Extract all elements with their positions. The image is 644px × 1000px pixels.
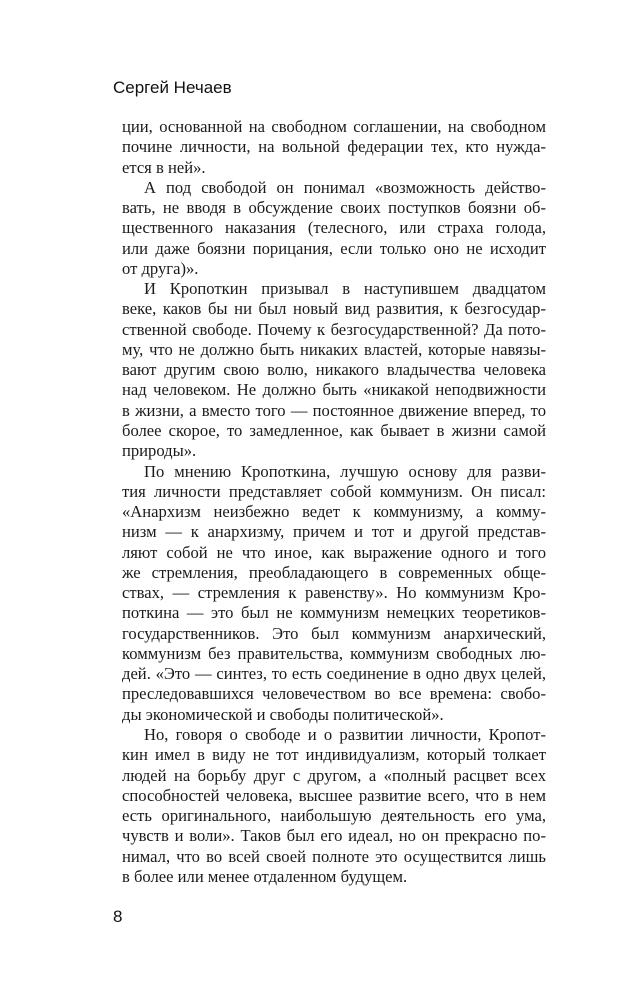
text-line: И Кропоткин призывал в наступившем двадцатом [144, 279, 546, 299]
text-line: веке, каков бы ни был новый вид развития, к безгосудар- [122, 299, 546, 319]
text-line: чувств и воли». Таков был его идеал, но он прекрасно по- [122, 826, 546, 846]
text-line: По мнению Кропоткина, лучшую основу для разви- [144, 461, 546, 481]
paragraph [122, 725, 546, 887]
text-line: природы». [122, 441, 197, 461]
paragraph [122, 117, 546, 178]
text-line: кин имел в виду не тот индивидуализм, который толкает [122, 745, 546, 765]
text-line: щественного наказания (телесного, или страха голода, [122, 218, 546, 238]
text-line: способностей человека, высшее развитие всего, что в нем [122, 785, 546, 805]
paragraph [122, 462, 546, 725]
text-line: вать, не вводя в обсуждение своих поступков боязни об- [122, 198, 546, 218]
text-line: му, что не должно быть никаких властей, которые навязы- [122, 339, 546, 359]
text-line: тия личности представляет собой коммунизм. Он писал: [122, 481, 546, 501]
text-line: «Анархизм неизбежно ведет к коммунизму, а комму- [122, 502, 546, 522]
text-line: почине личности, на вольной федерации тех, кто нужда- [122, 137, 546, 157]
text-line: А под свободой он понимал «возможность действо- [144, 177, 546, 197]
text-line: коммунизм без правительства, коммунизм свободных лю- [122, 643, 546, 663]
text-line: ции, основанной на свободном соглашении, на свободном [122, 117, 546, 136]
paragraph [122, 178, 546, 279]
text-line: ды экономической и свободы политической». [122, 704, 444, 724]
text-line: есть оригинального, наибольшую деятельность его ума, [122, 806, 546, 826]
text-line: ется в ней». [122, 157, 206, 177]
text-line: вают другим свою волю, никакого владычества человека [122, 360, 546, 380]
text-line: поткина — это был не коммунизм немецких теоретиков- [122, 603, 546, 623]
paragraph [122, 279, 546, 461]
text-line: от друга)». [122, 258, 199, 278]
text-line: более скорое, то замедленное, как бывает в жизни самой [122, 420, 546, 440]
text-line: ственной свободе. Почему к безгосударственной? Да пото- [122, 319, 546, 339]
running-head-author: Сергей Нечаев [113, 78, 232, 97]
text-line: низм — к анархизму, причем и тот и другой представ- [122, 522, 546, 542]
text-line: преследовавшихся человечеством во все времена: свобо- [122, 684, 546, 704]
text-line: ляют собой не что иное, как выражение одного и того [122, 542, 546, 562]
text-line: нимал, что во всей своей полноте это осуществится лишь [122, 846, 546, 866]
text-line: или даже боязни порицания, если только оно не исходит [122, 238, 546, 258]
text-line: Но, говоря о свободе и о развитии личности, Кропот- [144, 724, 546, 744]
page-number: 8 [113, 907, 123, 926]
text-line: людей на борьбу друг с другом, а «полный расцвет всех [122, 765, 546, 785]
text-line: дей. «Это — синтез, то есть соединение в одно двух целей, [122, 664, 546, 684]
body-text [122, 117, 546, 887]
text-line: же стремления, преобладающего в современных обще- [122, 562, 546, 582]
text-line: государственников. Это был коммунизм анархический, [122, 623, 546, 643]
text-line: в более или менее отдаленном будущем. [122, 866, 408, 886]
text-line: ствах, — стремления к равенству». Но коммунизм Кро- [122, 583, 546, 603]
text-line: над человеком. Не должно быть «никакой неподвижности [122, 380, 546, 400]
text-line: в жизни, а вместо того — постоянное движение вперед, то [122, 400, 546, 420]
